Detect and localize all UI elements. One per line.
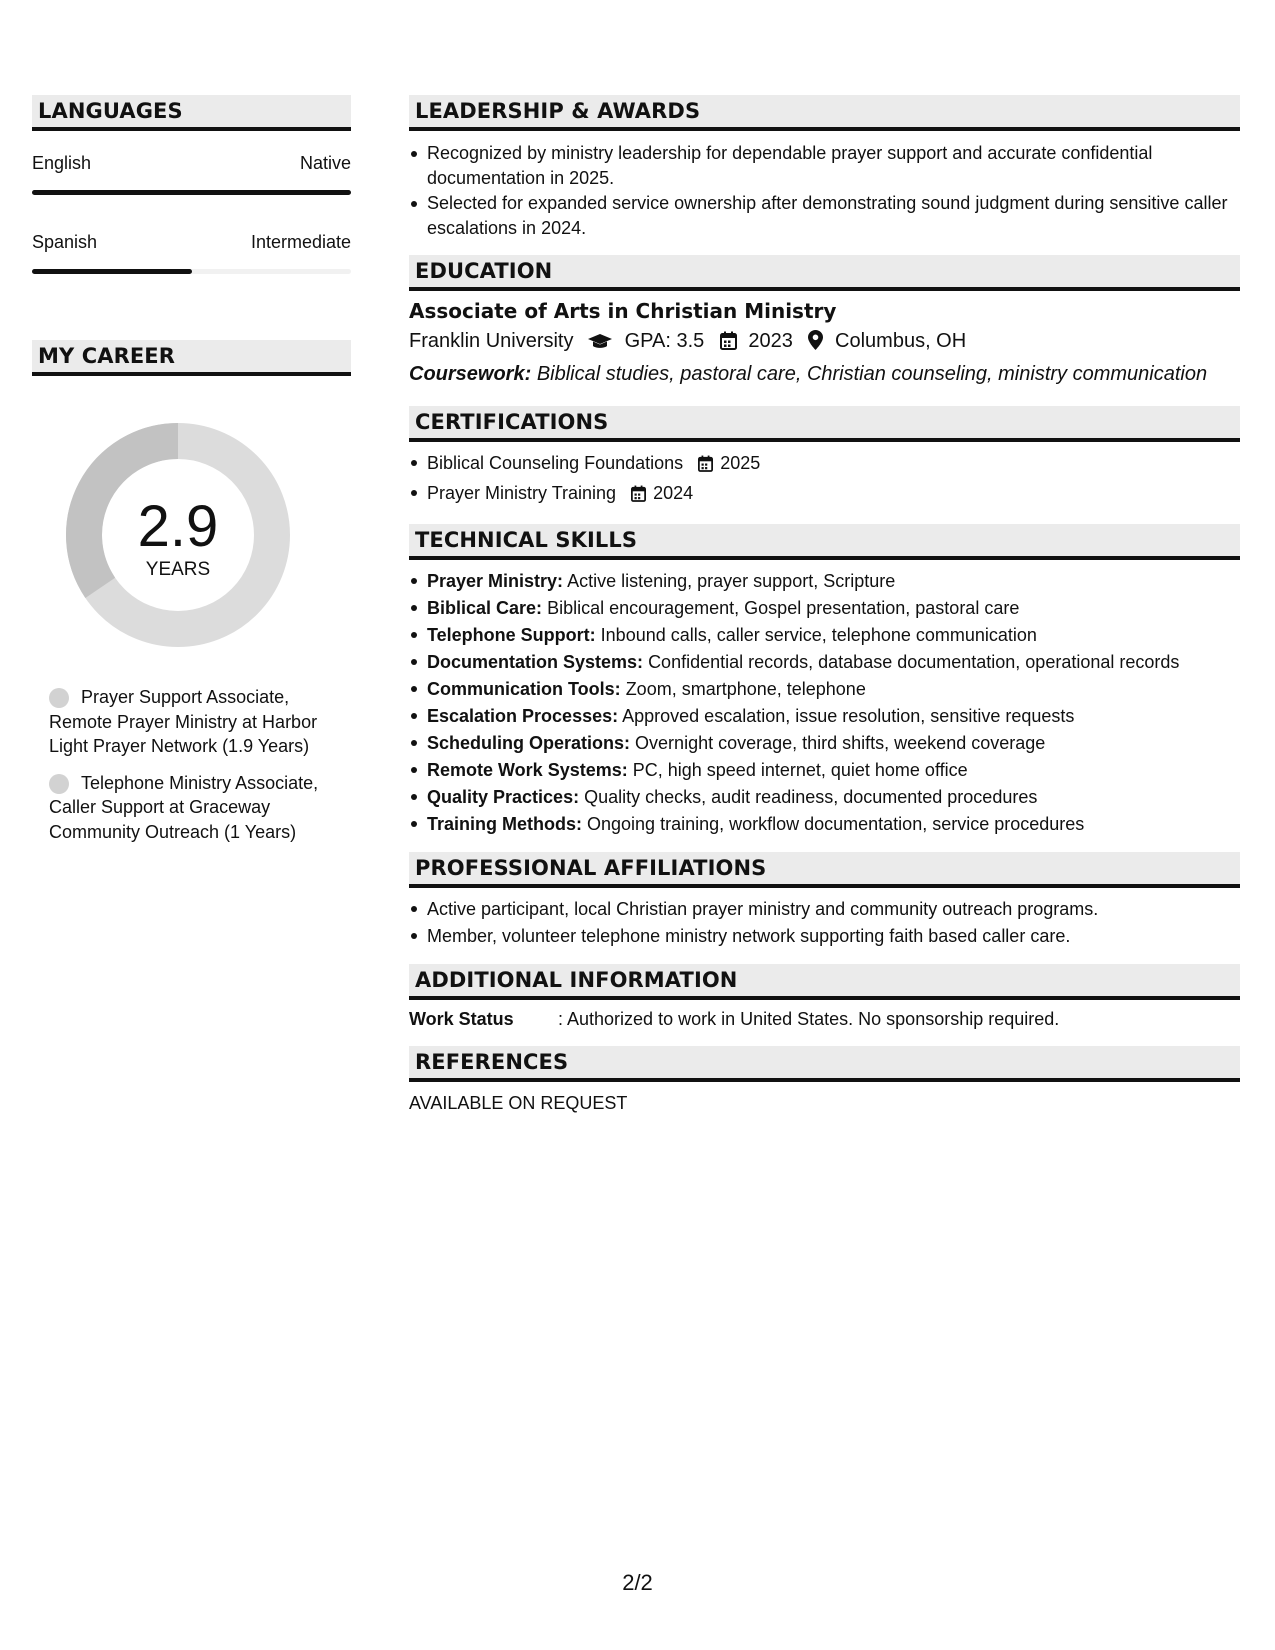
work-status-row [409, 1007, 1240, 1031]
career-legend-dot [49, 774, 69, 794]
left-column [32, 95, 351, 842]
certifications-list [409, 450, 1240, 510]
work-status-value: : Authorized to work in United States. No sponsorship required. [558, 1009, 1060, 1029]
certifications-heading: CERTIFICATIONS [409, 406, 1240, 442]
leadership-list [409, 141, 1240, 241]
certification-name: Prayer Ministry Training [427, 483, 617, 503]
skill-label: Training Methods: [427, 814, 582, 834]
skills-heading: TECHNICAL SKILLS [409, 524, 1240, 560]
language-level: Native [299, 153, 351, 173]
career-total-unit: YEARS [145, 559, 211, 580]
career-item-text: Prayer Support Associate, Remote Prayer Ministry at Harbor Light Prayer Network (1.9 Years) [49, 687, 318, 756]
list-item [427, 811, 1240, 838]
language-item-english [32, 153, 351, 195]
list-item [427, 757, 1240, 784]
skill-label: Documentation Systems: [427, 652, 644, 672]
list-item [427, 450, 1240, 480]
list-item [427, 784, 1240, 811]
degree-title: Associate of Arts in Christian Ministry [409, 299, 837, 323]
skill-value: Approved escalation, issue resolution, sensitive requests [622, 706, 1075, 726]
page-number: 2/2 [622, 1570, 653, 1595]
skill-value: Ongoing training, workflow documentation, service procedures [587, 814, 1085, 834]
skill-label: Prayer Ministry: [427, 571, 564, 591]
career-total-value: 2.9 [137, 494, 219, 559]
list-item: Member, volunteer telephone ministry network supporting faith based caller care. [427, 923, 1240, 950]
skills-list [409, 568, 1240, 838]
school-name: Franklin University [409, 330, 574, 352]
references-heading: REFERENCES [409, 1046, 1240, 1082]
gpa: GPA: 3.5 [624, 330, 705, 352]
skill-label: Communication Tools: [427, 679, 621, 699]
career-item [49, 685, 339, 759]
list-item [427, 568, 1240, 595]
list-item [427, 622, 1240, 649]
career-legend-dot [49, 688, 69, 708]
language-name: English [32, 153, 92, 173]
references-text: AVAILABLE ON REQUEST [409, 1093, 628, 1113]
skill-value: Biblical encouragement, Gospel presentation, pastoral care [547, 598, 1020, 618]
education-block [409, 297, 1240, 388]
language-proficiency-bar [32, 269, 351, 274]
career-item-text: Telephone Ministry Associate, Caller Support at Graceway Community Outreach (1 Years) [49, 772, 319, 842]
calendar-icon [631, 483, 646, 510]
skill-value: Quality checks, audit readiness, documented procedures [584, 787, 1038, 807]
certification-year: 2025 [720, 453, 761, 473]
skill-value: Zoom, smartphone, telephone [625, 679, 866, 699]
language-name: Spanish [32, 232, 98, 252]
skill-label: Quality Practices: [427, 787, 580, 807]
coursework-label: Coursework: [409, 363, 532, 385]
education-meta [409, 325, 1240, 360]
list-item [427, 595, 1240, 622]
career-heading: MY CAREER [32, 340, 351, 376]
skill-value: Active listening, prayer support, Scripture [567, 571, 896, 591]
right-column [409, 95, 1240, 1115]
list-item [427, 730, 1240, 757]
calendar-icon [698, 453, 713, 480]
additional-info-heading: ADDITIONAL INFORMATION [409, 964, 1240, 1000]
skill-value: Overnight coverage, third shifts, weekend coverage [635, 733, 1046, 753]
language-proficiency-bar [32, 190, 351, 195]
list-item: Recognized by ministry leadership for dependable prayer support and accurate confidential documentation in 2025. [427, 141, 1240, 191]
career-donut-chart [63, 420, 293, 650]
list-item [427, 649, 1240, 676]
list-item [427, 676, 1240, 703]
list-item [427, 703, 1240, 730]
list-item: Active participant, local Christian prayer ministry and community outreach programs. [427, 896, 1240, 923]
skill-label: Scheduling Operations: [427, 733, 631, 753]
school-location: Columbus, OH [835, 330, 967, 352]
affiliations-list [409, 896, 1240, 950]
list-item: Selected for expanded service ownership after demonstrating sound judgment during sensitive caller escalations in 2024. [427, 191, 1240, 241]
skill-label: Escalation Processes: [427, 706, 619, 726]
list-item [427, 480, 1240, 510]
calendar-icon [720, 328, 737, 360]
work-status-label: Work Status [409, 1009, 514, 1029]
education-heading: EDUCATION [409, 255, 1240, 291]
skill-label: Telephone Support: [427, 625, 596, 645]
skill-value: Confidential records, database documentation, operational records [648, 652, 1180, 672]
skill-label: Remote Work Systems: [427, 760, 628, 780]
graduation-cap-icon [587, 328, 613, 360]
language-proficiency-fill [32, 190, 351, 195]
skill-value: Inbound calls, caller service, telephone communication [600, 625, 1037, 645]
languages-heading: LANGUAGES [32, 95, 351, 131]
skill-value: PC, high speed internet, quiet home office [632, 760, 968, 780]
language-level: Intermediate [250, 232, 351, 252]
language-item-spanish [32, 232, 351, 274]
career-list [49, 685, 339, 856]
affiliations-heading: PROFESSIONAL AFFILIATIONS [409, 852, 1240, 888]
coursework [409, 360, 1240, 388]
location-pin-icon [808, 328, 823, 360]
coursework-text: Biblical studies, pastoral care, Christian counseling, ministry communication [536, 363, 1208, 385]
career-item [49, 771, 339, 845]
language-proficiency-fill [32, 269, 192, 274]
graduation-year: 2023 [748, 330, 793, 352]
skill-label: Biblical Care: [427, 598, 543, 618]
certification-name: Biblical Counseling Foundations [427, 453, 684, 473]
leadership-heading: LEADERSHIP & AWARDS [409, 95, 1240, 131]
certification-year: 2024 [653, 483, 694, 503]
